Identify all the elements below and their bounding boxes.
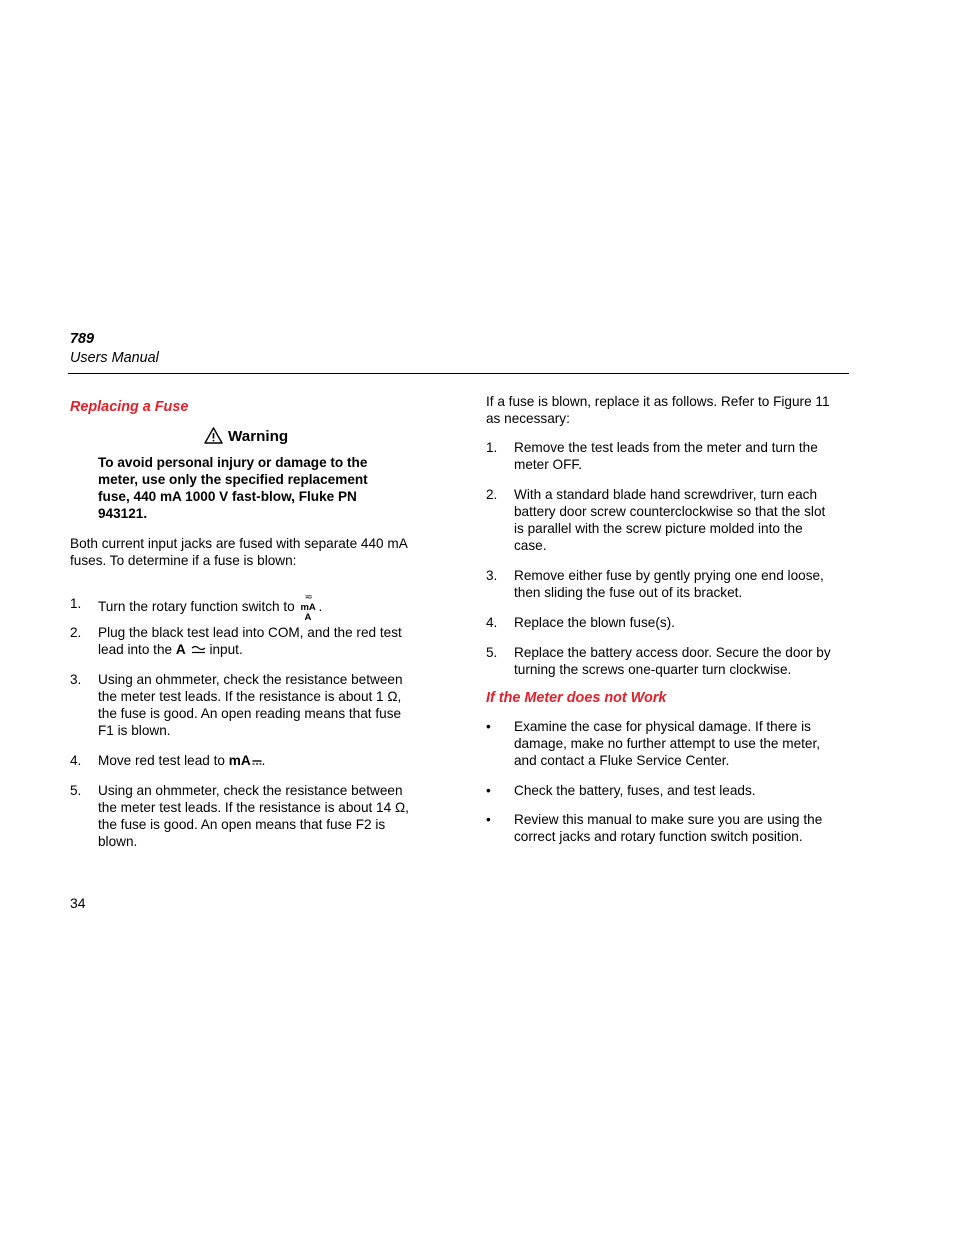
manual-title: Users Manual [70,350,159,366]
fuse-intro-paragraph [70,535,408,569]
bullet-text [514,811,822,845]
list-item [70,752,430,769]
switch-icon-wave: ≂ [304,592,313,603]
step-line: Using an ohmmeter, check the resistance between [98,783,403,798]
bullet-item [486,718,846,769]
bullet-symbol: • [486,812,491,827]
bullet-text [514,782,756,799]
step-text: Turn the rotary function switch to [98,599,295,614]
warning-triangle-icon [204,427,223,448]
paragraph-line: as necessary: [486,411,570,426]
list-number: 4. [486,615,498,630]
list-item [486,614,846,631]
a-terminal-label: A [175,642,186,657]
step-line: is parallel with the screw picture molded into the [514,521,803,536]
list-item [70,782,430,850]
bullet-symbol: • [486,783,491,798]
warning-line: To avoid personal injury or damage to the [98,455,368,470]
paragraph-line: fuses. To determine if a fuse is blown: [70,553,297,568]
warning-line: fuse, 440 mA 1000 V fast-blow, Fluke PN [98,489,357,504]
list-number: 4. [70,753,82,768]
step-line: turning the screws one-quarter turn clockwise. [514,662,792,677]
page-number: 34 [70,895,86,911]
list-item [486,567,846,601]
step-line: the meter test leads. If the resistance is about 14 Ω, [98,800,409,815]
list-item-text [514,644,831,678]
step-line: Using an ohmmeter, check the resistance between [98,672,403,687]
step-line: the meter test leads. If the resistance is about 1 Ω, [98,689,402,704]
list-number: 3. [486,568,498,583]
list-number: 5. [70,783,82,798]
list-item [486,486,846,554]
list-item-text [98,624,402,659]
step-line: then sliding the fuse out of its bracket. [514,585,743,600]
bullet-item [486,782,846,799]
step-line: Replace the blown fuse(s). [514,615,675,630]
switch-icon-ma: mA [300,602,316,613]
bullet-symbol: • [486,719,491,734]
list-item-text [98,752,265,770]
section-title-meter-not-work: If the Meter does not Work [486,690,667,706]
model-number: 789 [70,331,95,347]
list-item [486,644,846,678]
step-text: . [261,753,266,768]
list-item-text [98,782,409,850]
list-item [70,585,430,623]
switch-icon-a: A [304,612,312,623]
bullet-line: and contact a Fluke Service Center. [514,753,730,768]
step-line: blown. [98,834,138,849]
step-text: . [318,599,323,614]
bullet-line: Examine the case for physical damage. If there is [514,719,811,734]
step-text: input. [209,642,243,657]
step-line: battery door screw counterclockwise so that the slot [514,504,826,519]
ma-terminal-label: mA [228,753,251,768]
step-line: meter OFF. [514,457,582,472]
paragraph-line: Both current input jacks are fused with separate 440 mA [70,536,408,551]
bullet-line: Review this manual to make sure you are using the [514,812,823,827]
list-item [70,671,430,739]
step-line [98,641,402,659]
step-line: F1 is blown. [98,723,171,738]
dc-symbol-icon [252,753,262,770]
warning-label: Warning [228,428,289,446]
step-text: lead into the [98,642,173,657]
bullet-line: correct jacks and rotary function switch position. [514,829,803,844]
step-line: the fuse is good. An open reading means that fuse [98,706,402,721]
list-item [486,439,846,473]
list-number: 1. [70,596,82,611]
warning-line: meter, use only the specified replacement [98,472,368,487]
step-line: Plug the black test lead into COM, and the red test [98,625,402,640]
step-line: case. [514,538,547,553]
step-line: Remove either fuse by gently prying one end loose, [514,568,824,583]
list-number: 1. [486,440,498,455]
bullet-line: damage, make no further attempt to use the meter, [514,736,821,751]
header-divider [68,373,849,374]
list-item [70,624,430,658]
step-line: Replace the battery access door. Secure the door by [514,645,831,660]
list-item-text [514,439,818,473]
list-number: 2. [70,625,82,640]
list-number: 5. [486,645,498,660]
list-item-text [514,567,824,601]
list-number: 3. [70,672,82,687]
bullet-item [486,811,846,845]
list-item-text [98,592,323,625]
list-item-text [514,486,825,554]
warning-text [98,454,368,522]
step-text: Move red test lead to [98,753,225,768]
list-item-text [514,614,675,631]
warning-line: 943121. [98,506,148,521]
bullet-text [514,718,820,769]
list-number: 2. [486,487,498,502]
ac-dc-wave-icon [191,642,206,659]
step-line: Remove the test leads from the meter and turn the [514,440,818,455]
section-title-replacing-fuse: Replacing a Fuse [70,399,189,415]
step-line: the fuse is good. An open means that fuse F2 is [98,817,386,832]
step-line: With a standard blade hand screwdriver, turn each [514,487,818,502]
bullet-line: Check the battery, fuses, and test leads. [514,783,756,798]
warning-heading [204,427,288,447]
replace-intro-paragraph [486,393,830,427]
rotary-switch-ma-a-icon [300,592,318,625]
list-item-text [98,671,403,739]
paragraph-line: If a fuse is blown, replace it as follows. Refer to Figure 11 [486,394,830,409]
